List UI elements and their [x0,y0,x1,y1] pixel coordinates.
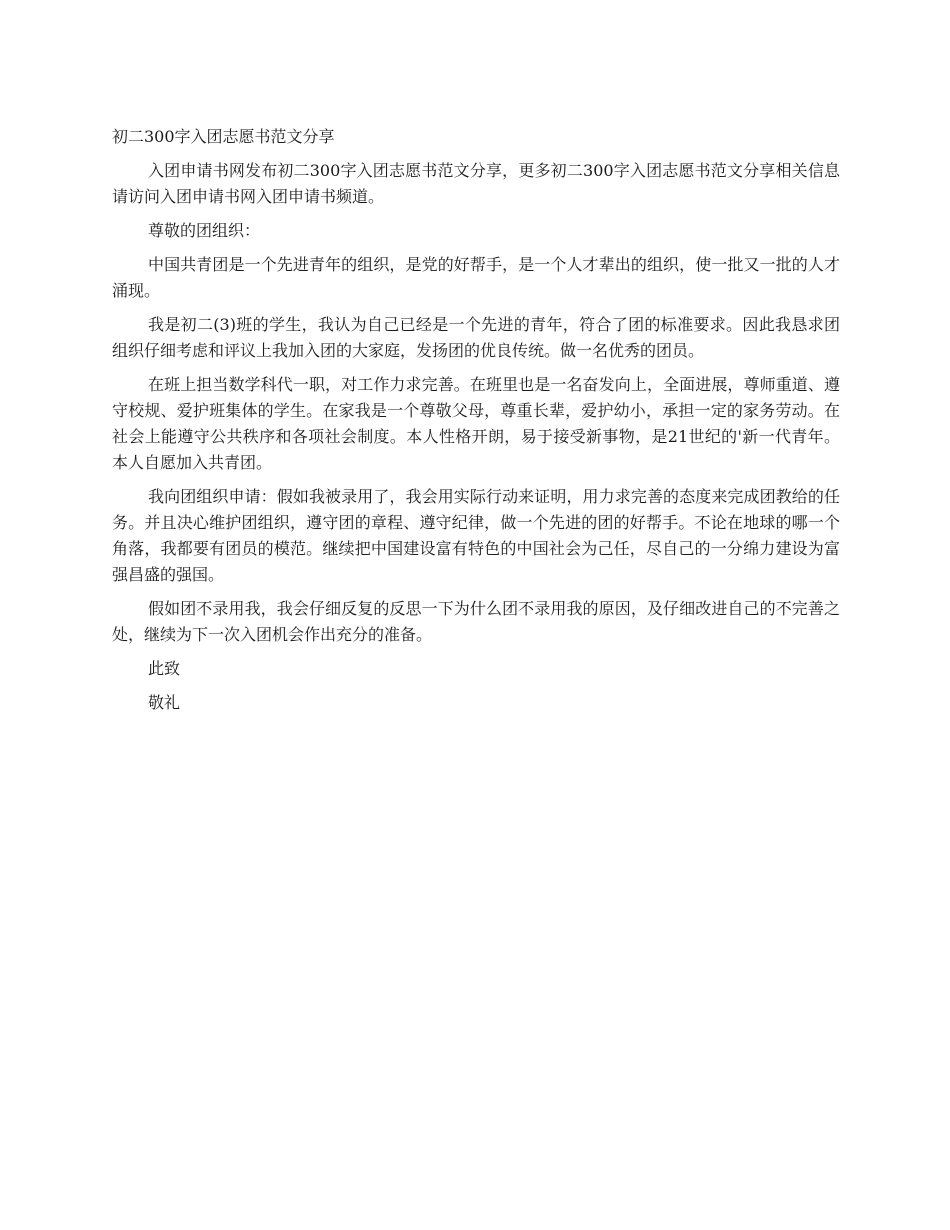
body-paragraph: 我是初二(3)班的学生，我认为自己已经是一个先进的青年，符合了团的标准要求。因此我恳求团组织仔细考虑和评议上我加入团的大家庭，发扬团的优良传统。做一名优秀的团员。 [112,315,840,360]
body-paragraph: 假如团不录用我，我会仔细反复的反思一下为什么团不录用我的原因，及仔细改进自己的不完善之处，继续为下一次入团机会作出充分的准备。 [112,599,840,644]
closing-regards: 敬礼 [148,693,181,712]
body-paragraph: 我向团组织申请：假如我被录用了，我会用实际行动来证明，用力求完善的态度来完成团教给的任务。并且决心维护团组织，遵守团的章程、遵守纪律，做一个先进的团的好帮手。不论在地球的哪一个角落，我都要有团员的模范。继续把中国建设富有特色的中国社会为己任，尽自己的一分绵力建设为富强昌盛的强国。 [112,487,840,584]
document-title: 初二300字入团志愿书范文分享 [112,127,335,146]
closing-phrase: 此致 [148,659,181,678]
body-paragraph: 在班上担当数学科代一职，对工作力求完善。在班里也是一名奋发向上，全面进展，尊师重道、遵守校规、爱护班集体的学生。在家我是一个尊敬父母，尊重长辈，爱护幼小，承担一定的家务劳动。在社会上能遵守公共秩序和各项社会制度。本人性格开朗，易于接受新事物，是21世纪的'新一代青年。本人自愿加入共青团。 [112,375,840,472]
intro-paragraph: 入团申请书网发布初二300字入团志愿书范文分享，更多初二300字入团志愿书范文分享相关信息请访问入团申请书网入团申请书频道。 [112,161,840,206]
document-page [112,124,840,724]
salutation: 尊敬的团组织： [148,221,261,240]
body-paragraph: 中国共青团是一个先进青年的组织，是党的好帮手，是一个人才辈出的组织，使一批又一批的人才涌现。 [112,255,840,300]
